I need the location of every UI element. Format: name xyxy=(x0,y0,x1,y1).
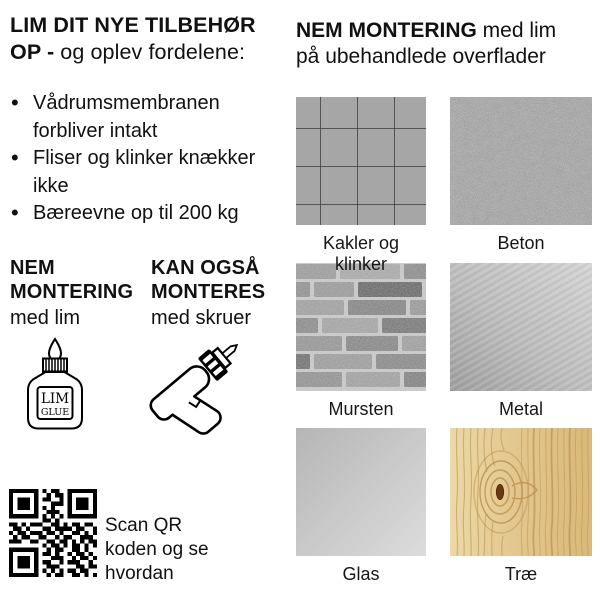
glue-nozzle-tip xyxy=(49,339,61,360)
screw-method-subtitle: med skruer xyxy=(151,307,252,329)
right-headline-bold: NEM MONTERING xyxy=(296,19,477,42)
surface-label-metal: Metal xyxy=(498,399,543,419)
benefit-item xyxy=(10,90,295,145)
benefit-3-line1: Bæreevne op til 200 kg xyxy=(33,202,239,224)
metal-texture xyxy=(450,263,592,391)
surface-swatch-brick xyxy=(296,263,426,391)
drill-icon xyxy=(134,328,248,446)
glue-method-title xyxy=(10,257,148,304)
benefit-item xyxy=(10,200,295,228)
brick-texture xyxy=(296,263,426,391)
right-headline-regular1: med lim xyxy=(476,19,557,42)
surface-label-brick: Mursten xyxy=(328,399,394,419)
glue-bottle-icon xyxy=(22,337,88,433)
surface-swatch-tiles xyxy=(296,97,426,225)
glue-cap-ribs xyxy=(46,359,64,372)
concrete-texture xyxy=(450,97,592,225)
glue-title-line2: MONTERING xyxy=(10,280,134,303)
wood-knot xyxy=(496,485,503,500)
benefits-list xyxy=(10,90,295,228)
benefit-1-line1: Vådrumsmembranen xyxy=(33,92,220,114)
surface-swatch-glass xyxy=(296,428,426,556)
qr-caption-line3: hvordan xyxy=(105,563,174,584)
left-headline-line2-bold: OP - xyxy=(10,40,61,64)
left-headline-line1: LIM DIT NYE TILBEHØR xyxy=(10,13,256,37)
glue-label-text-lim: LIM xyxy=(40,391,70,407)
glass-texture xyxy=(296,428,426,556)
left-headline xyxy=(10,12,298,66)
surface-swatch-concrete xyxy=(450,97,592,225)
qr-caption-line1: Scan QR xyxy=(105,515,183,536)
qr-caption xyxy=(105,514,209,586)
glue-title-line1: NEM xyxy=(10,257,55,279)
surface-swatch-wood xyxy=(450,428,592,556)
glue-label-text-glue: GLUE xyxy=(40,407,70,418)
surface-label-concrete: Beton xyxy=(497,233,545,253)
qr-caption-line2: koden og se xyxy=(105,539,209,560)
benefit-2-line1: Fliser og klinker knækker ikke xyxy=(33,147,256,197)
screw-method-title xyxy=(151,257,289,304)
screw-method-block xyxy=(151,257,289,330)
tiles-texture xyxy=(296,97,426,225)
surface-label-tiles: Kakler og klinker xyxy=(322,233,400,274)
left-headline-line2-regular: og oplev fordelene: xyxy=(60,40,246,64)
surface-label-wood: Træ xyxy=(504,564,538,584)
benefit-1-line2: forbliver intakt xyxy=(33,119,158,142)
glue-method-block xyxy=(10,257,148,330)
screw-title-line2: MONTERES xyxy=(151,280,266,303)
qr-code xyxy=(9,489,97,577)
screw-title-line1: KAN OGSÅ xyxy=(151,257,260,279)
right-headline-regular2: på ubehandlede overflader xyxy=(296,45,546,68)
glue-method-subtitle: med lim xyxy=(10,307,81,329)
benefit-item xyxy=(10,145,295,200)
wood-texture xyxy=(450,428,592,556)
surface-label-glass: Glas xyxy=(342,564,380,584)
right-headline xyxy=(296,18,596,70)
surface-swatch-metal xyxy=(450,263,592,391)
drill-bit xyxy=(222,343,238,358)
